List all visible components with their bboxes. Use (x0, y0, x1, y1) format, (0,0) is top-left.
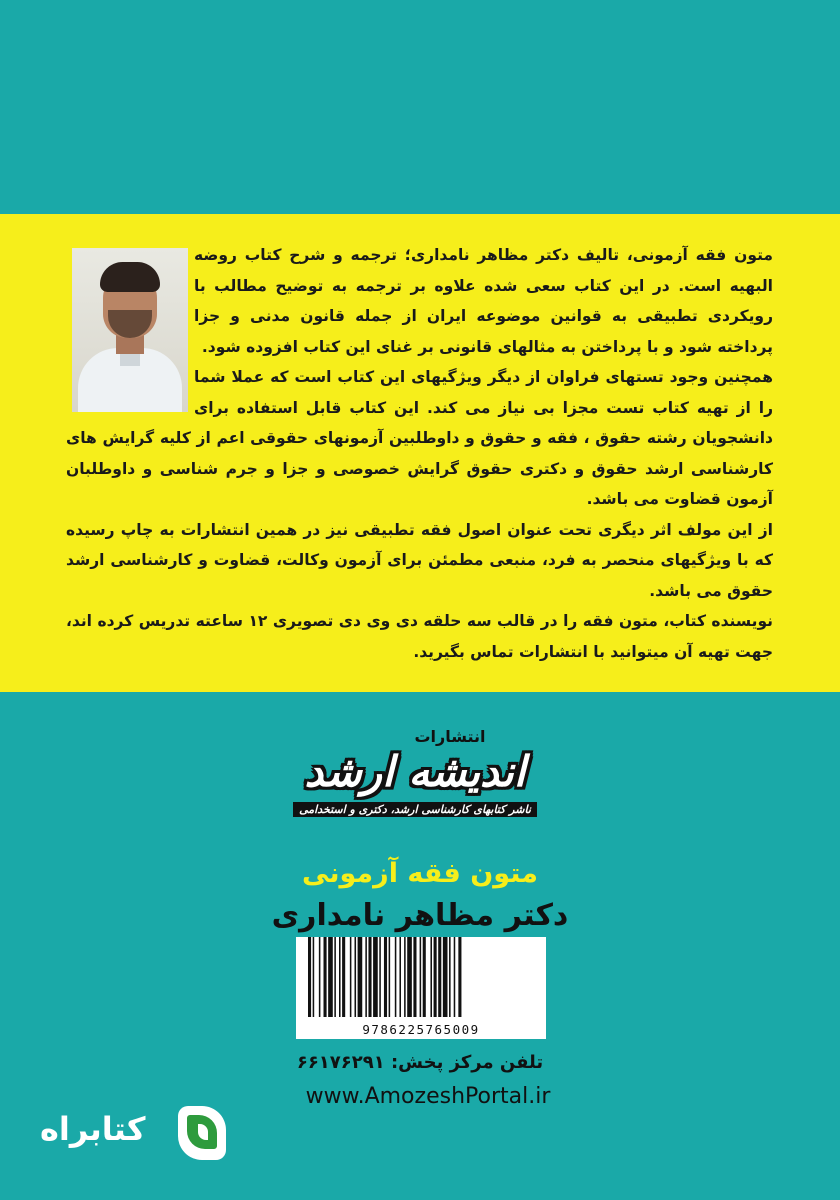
isbn-digits: 9786225765009 (362, 1022, 480, 1037)
barcode-bar (438, 937, 441, 1017)
barcode-bar (384, 937, 387, 1017)
book-title: متون فقه آزمونی (302, 858, 538, 889)
description-paragraph: نویسنده کتاب، متون فقه را در قالب سه حلقه دی وی دی تصویری ۱۲ ساعته تدریس کرده اند، جهت تهیه آن میتوانید با انتشارات تماس بگیرید. (66, 612, 773, 661)
barcode-bar (339, 937, 341, 1017)
barcode-bar (420, 937, 422, 1017)
barcode-bar (449, 937, 451, 1017)
barcode-bar (350, 937, 352, 1017)
barcode-bar (389, 937, 391, 1017)
barcode-bar (395, 937, 397, 1017)
ketabrah-watermark (40, 1106, 222, 1162)
publisher-tagline: ناشر کتابهای کارشناسی ارشد، دکتری و استخدامی (293, 802, 537, 817)
barcode-bar (365, 937, 367, 1017)
barcode-bars (306, 937, 536, 1019)
description-paragraph: متون فقه آزمونی، تالیف دکتر مظاهر نامداری؛ ترجمه و شرح کتاب روضه البهیه است. در این کتاب سعی شده علاوه بر ترجمه به توضیح مطالب با رویکردی تطبیقی به قوانین موضوعه ایران از جمله قانون مدنی و جزا پرداخته شود و با پرداختن به مثالهای قانونی بر غنای این کتاب افزوده شود. (194, 246, 773, 356)
barcode-bar (368, 937, 371, 1017)
website-link[interactable]: www.AmozeshPortal.ir (305, 1084, 551, 1109)
barcode-bar (319, 937, 321, 1017)
barcode-bar (373, 937, 378, 1017)
ketabrah-logo-icon (178, 1106, 226, 1160)
barcode-bar (458, 937, 461, 1017)
author-name: دکتر مظاهر نامداری (271, 898, 569, 933)
barcode-bar (324, 937, 327, 1017)
barcode-bar (379, 937, 381, 1017)
barcode-bar (443, 937, 448, 1017)
book-description (66, 240, 773, 667)
barcode-bar (434, 937, 437, 1017)
barcode-bar (404, 937, 406, 1017)
barcode-bar (334, 937, 336, 1017)
barcode-bar (328, 937, 333, 1017)
barcode-bar (407, 937, 412, 1017)
barcode-bar (358, 937, 363, 1017)
barcode-bar (413, 937, 416, 1017)
barcode-bar (423, 937, 426, 1017)
isbn-barcode (296, 937, 546, 1039)
publisher-label: انتشارات (414, 727, 486, 746)
barcode-bar (355, 937, 357, 1017)
barcode-bar (430, 937, 432, 1017)
publisher-name: اندیشه ارشد (304, 747, 526, 796)
barcode-bar (399, 937, 401, 1017)
distribution-phone: تلفن مرکز پخش: ۶۶۱۷۶۲۹۱ (296, 1052, 544, 1073)
publisher-logo (270, 728, 560, 844)
description-paragraph: از این مولف اثر دیگری تحت عنوان اصول فقه تطبیقی نیز در همین انتشارات به چاپ رسیده که با ویژگیهای منحصر به فرد، منبعی مطمئن برای آزمون وکالت، قضاوت و کارشناسی ارشد حقوق می باشد. (66, 520, 773, 600)
barcode-bar (454, 937, 456, 1017)
watermark-text: کتابراه (40, 1110, 146, 1148)
barcode-bar (308, 937, 311, 1017)
barcode-bar (342, 937, 345, 1017)
barcode-bar (313, 937, 315, 1017)
description-paragraph: همچنین وجود تستهای فراوان از دیگر ویژگیهای این کتاب است که عملا شما را از تهیه کتاب تست مجزا بی نیاز می کند. این کتاب قابل استفاده برای دانشجویان رشته حقوق ، فقه و حقوق و داوطلبین آزمونهای حقوقی اعم از کلیه گرایش های کارشناسی ارشد حقوق و دکتری حقوق گرایش خصوصی و جزا و جرم شناسی و داوطلبان آزمون قضاوت می باشد. (66, 368, 773, 508)
